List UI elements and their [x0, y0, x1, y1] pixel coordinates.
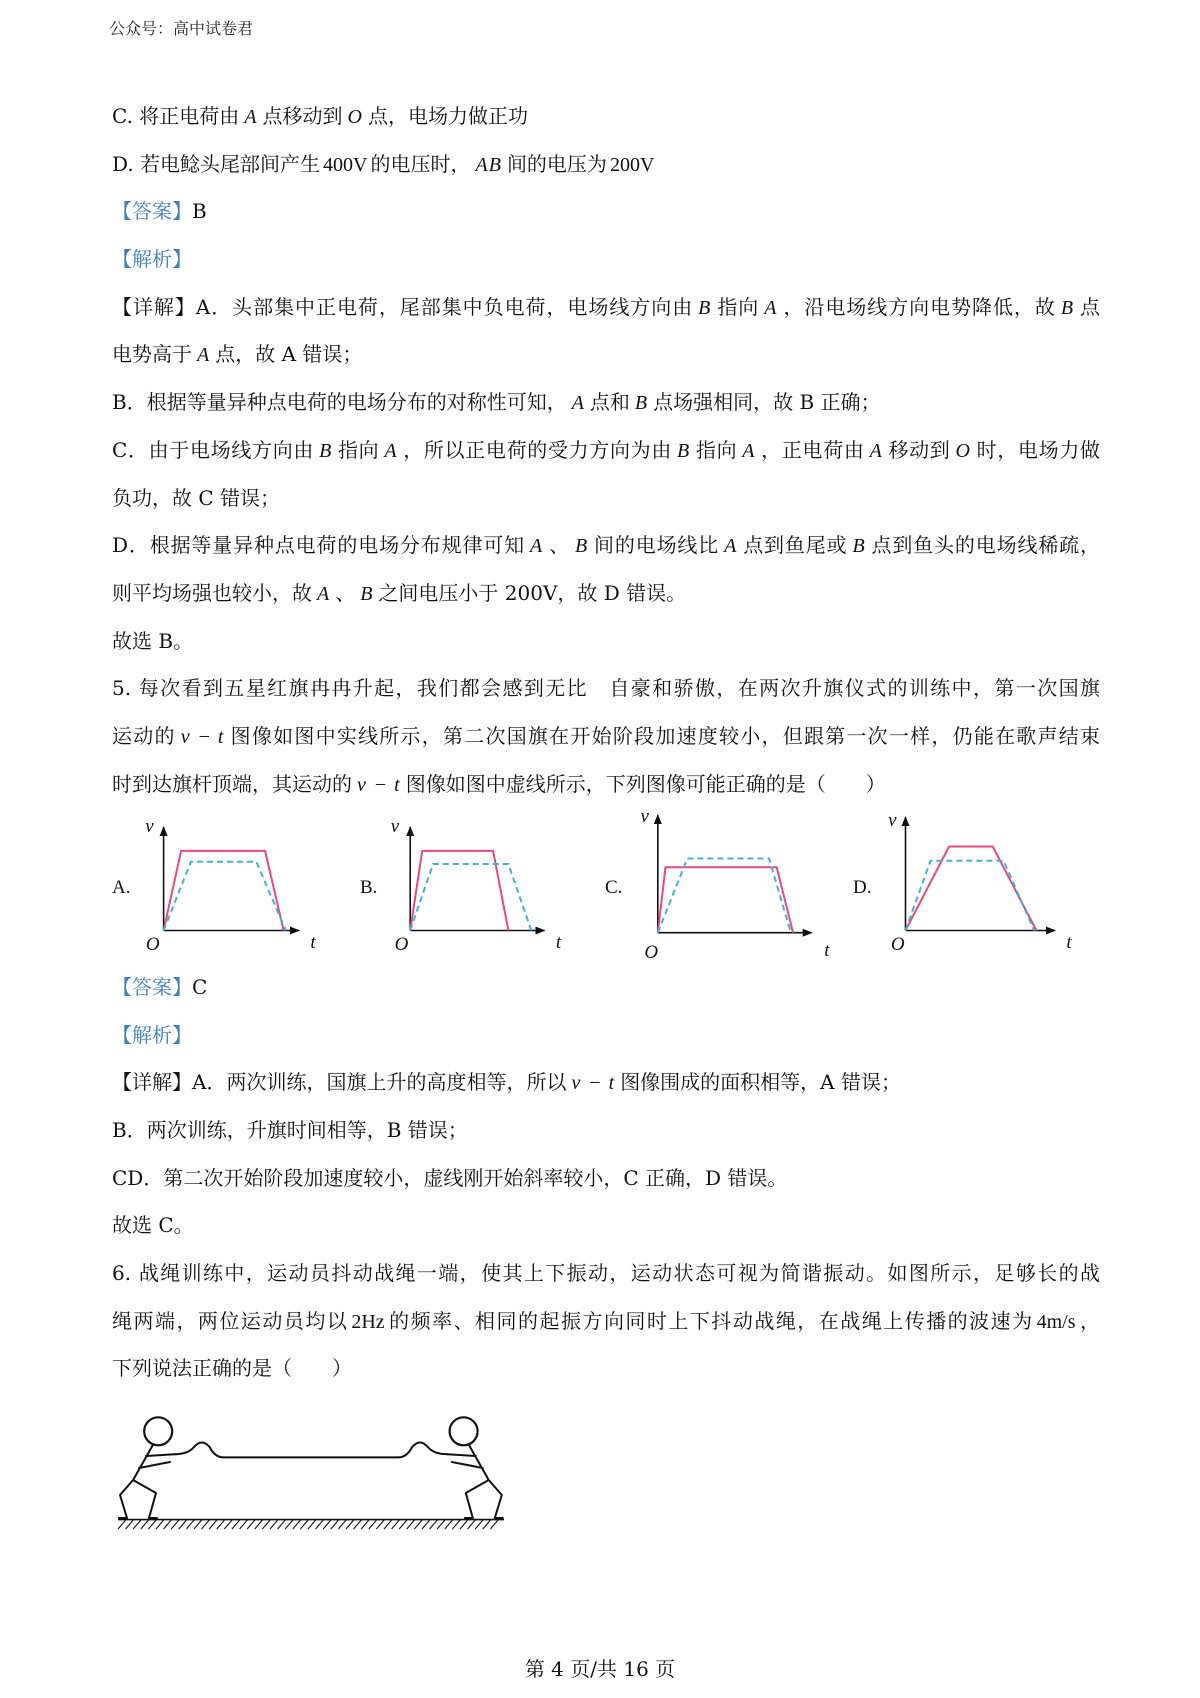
text-run: 指向	[695, 437, 738, 462]
italic-variable: A	[742, 439, 756, 462]
text-run: 运动的	[112, 723, 176, 748]
q4-explanation-line	[112, 379, 1100, 427]
italic-variable: v	[180, 725, 191, 748]
text-run: C	[192, 974, 208, 999]
q5-explanation-line	[112, 1107, 1100, 1155]
text-run: B	[192, 199, 207, 224]
q4-explanation-line	[112, 475, 1100, 523]
q5-conclusion	[112, 1202, 1100, 1250]
q4-explanation-line	[112, 427, 1100, 475]
text-run: 指向	[716, 294, 760, 319]
text-run: 时到达旗杆顶端，其运动的	[112, 771, 352, 796]
text-run: 则平均场强也较小，故	[112, 580, 312, 605]
t-axis-label: t	[824, 940, 830, 962]
text-run: CD．第二次开始阶段加速度较小，虚线刚开始斜率较小，C 正确，D 错误。	[112, 1165, 788, 1190]
page-body	[0, 93, 1200, 1393]
v-axis-arrow	[902, 816, 910, 826]
text-run: C．由于电场线方向由	[112, 437, 315, 462]
dashed-line-second-raising	[906, 861, 1035, 931]
ground-hatching	[118, 1520, 498, 1529]
option-label: B.	[360, 877, 378, 899]
q4-explanation-line	[112, 284, 1100, 332]
right-athlete-head	[450, 1417, 478, 1445]
quantity-value: 400V	[323, 153, 368, 176]
t-axis-label: t	[1066, 932, 1072, 954]
italic-variable: A	[197, 344, 211, 367]
italic-variable: A	[764, 296, 778, 319]
text-run: ，正电荷由	[760, 437, 865, 462]
italic-variable: B	[574, 535, 589, 558]
italic-variable: B	[698, 296, 712, 319]
q5-stem-line	[112, 665, 1100, 713]
text-run: 5. 每次看到五星红旗冉冉升起，我们都会感到无比 自豪和骄傲，在两次升旗仪式的训练中，第一次国旗	[112, 676, 1100, 701]
q5-options-figure	[0, 808, 1200, 964]
text-run: 图像围成的面积相等，A 错误；	[620, 1070, 901, 1095]
italic-variable: A	[869, 439, 883, 462]
option-label: A.	[112, 877, 131, 899]
text-run: 故选 C。	[112, 1213, 194, 1238]
q4-conclusion	[112, 618, 1100, 666]
t-axis-label: t	[310, 932, 316, 954]
v-axis-label: v	[145, 816, 154, 838]
text-run: ，沿电场线方向电势降低，故	[782, 294, 1056, 319]
italic-variable: B	[360, 582, 374, 605]
q6-stem-line	[112, 1250, 1100, 1298]
text-run: 点，故 A 错误；	[215, 342, 363, 367]
italic-variable: B	[319, 439, 333, 462]
italic-variable: B	[1060, 296, 1075, 319]
text-run: 负功，故 C 错误；	[112, 485, 281, 510]
v-axis-label: v	[640, 808, 649, 828]
t-axis-label: t	[555, 932, 562, 954]
q5-explanation-line	[112, 1155, 1100, 1203]
text-run: 间的电场线比	[593, 533, 720, 558]
q5-option-d-graph	[853, 810, 1072, 955]
italic-variable: t	[217, 725, 225, 748]
right-athlete	[447, 1417, 503, 1518]
page-footer: 第 4 页/共 16 页	[524, 1657, 676, 1681]
italic-variable: A	[530, 535, 544, 558]
quantity-value: −	[589, 1072, 601, 1095]
q6-battle-rope-figure	[0, 1405, 600, 1545]
text-run: 点到鱼尾或	[742, 533, 848, 558]
solid-line-first-raising	[164, 851, 284, 931]
text-run: 的电压时，	[370, 151, 471, 176]
text-run: 绳两端，两位运动员均以	[112, 1308, 349, 1333]
q5-option-b-graph	[360, 816, 562, 955]
italic-variable: t	[608, 1072, 616, 1095]
text-run: 【详解】A．两次训练，国旗上升的高度相等，所以	[112, 1070, 567, 1095]
q5-option-a-graph	[112, 816, 316, 955]
text-run: 点	[1079, 294, 1100, 319]
text-run: 、	[335, 580, 356, 605]
text-run: B．两次训练，升旗时间相等，B 错误；	[112, 1118, 468, 1143]
text-run: 点和	[589, 390, 630, 415]
section-label: 【答案】	[112, 974, 192, 999]
q6-stem-line	[112, 1298, 1100, 1346]
option-label: D.	[853, 877, 872, 899]
text-run: D. 若电鲶头尾部间产生	[112, 151, 321, 176]
quantity-value: −	[198, 725, 210, 748]
section-label: 【解析】	[112, 247, 192, 272]
dashed-line-second-raising	[658, 859, 791, 933]
q4-explanation-line	[112, 331, 1100, 379]
q6-stem-line	[112, 1345, 1100, 1393]
text-run: ，	[1078, 1308, 1100, 1333]
text-run: 点到鱼头的电场线稀疏，	[870, 533, 1100, 558]
left-athlete-head	[144, 1417, 172, 1445]
italic-variable: A	[244, 106, 258, 128]
text-run: 图像如图中虚线所示，下列图像可能正确的是（ ）	[405, 771, 886, 796]
q4-analysis-label	[112, 236, 1100, 284]
solid-line-first-raising	[658, 868, 793, 933]
text-run: 移动到	[887, 437, 951, 462]
text-run: 间的电压为	[506, 151, 607, 176]
italic-variable: A	[571, 392, 585, 415]
left-athlete-body	[119, 1445, 175, 1518]
dashed-line-second-raising	[410, 864, 531, 931]
text-run: C. 将正电荷由	[112, 104, 240, 128]
text-run: 之间电压小于 200V，故 D 错误。	[378, 580, 687, 605]
quantity-value: 4m/s	[1036, 1310, 1076, 1333]
text-run: 、	[548, 533, 570, 558]
q4-explanation-line	[112, 522, 1100, 570]
t-axis-arrow	[290, 927, 300, 935]
section-label: 【答案】	[112, 199, 192, 224]
v-axis-arrow	[160, 826, 168, 836]
solid-line-first-raising	[906, 847, 1037, 931]
q5-stem-line	[112, 761, 1100, 809]
t-axis-arrow	[536, 927, 546, 935]
italic-variable: B	[852, 535, 866, 558]
italic-variable: O	[347, 106, 363, 128]
text-run: B．根据等量异种点电荷的电场分布的对称性可知，	[112, 390, 567, 415]
text-run: 时，电场力做	[975, 437, 1100, 462]
q4-explanation-line	[112, 570, 1100, 618]
italic-variable: O	[955, 439, 971, 462]
q4-answer	[112, 188, 1100, 236]
v-axis-label: v	[390, 816, 400, 838]
q5-option-c-graph	[605, 808, 830, 963]
option-label: C.	[605, 877, 623, 899]
t-axis-arrow	[803, 929, 813, 937]
text-run: ，所以正电荷的受力方向为由	[402, 437, 673, 462]
italic-variable: t	[394, 773, 401, 796]
q5-explanation-line	[112, 1059, 1100, 1107]
q5-vt-graphs	[0, 808, 1200, 964]
text-run: 的频率、相同的起振方向同时上下抖动战绳，在战绳上传播的波速为	[387, 1308, 1034, 1333]
origin-label: O	[145, 934, 160, 956]
v-axis-label: v	[888, 810, 897, 832]
q5-answer	[112, 964, 1100, 1012]
text-run: 电势高于	[112, 342, 192, 367]
origin-label: O	[644, 942, 659, 964]
text-run: 点移动到	[262, 104, 343, 128]
q5-analysis-label	[112, 1012, 1100, 1060]
italic-variable: A	[317, 582, 331, 605]
origin-label: O	[890, 934, 905, 956]
q4-option-c	[112, 93, 1100, 141]
page-header: 公众号：高中试卷君	[109, 19, 254, 38]
italic-variable: B	[677, 439, 691, 462]
italic-variable: AB	[475, 153, 502, 176]
italic-variable: B	[634, 392, 649, 415]
text-run: 点，电场力做正功	[367, 104, 528, 128]
text-run: 【详解】A．头部集中正电荷，尾部集中负电荷，电场线方向由	[112, 294, 694, 319]
text-run: 图像如图中实线所示，第二次国旗在开始阶段加速度较小，但跟第一次一样，仍能在歌声结束	[229, 723, 1100, 748]
t-axis-arrow	[1046, 927, 1056, 935]
italic-variable: A	[384, 439, 398, 462]
dashed-line-second-raising	[164, 862, 286, 931]
quantity-value: −	[374, 773, 387, 796]
v-axis-arrow	[654, 814, 662, 824]
text-run: 6. 战绳训练中，运动员抖动战绳一端，使其上下振动，运动状态可视为简谐振动。如图所示，足够长的战	[112, 1261, 1100, 1286]
right-athlete-body	[447, 1445, 503, 1518]
text-run: D．根据等量异种点电荷的电场分布规律可知	[112, 533, 526, 558]
text-run: 指向	[337, 437, 380, 462]
text-run: 故选 B。	[112, 628, 194, 653]
italic-variable: A	[724, 535, 738, 558]
text-run: 下列说法正确的是（ ）	[112, 1356, 352, 1381]
quantity-value: 200V	[609, 153, 655, 176]
battle-rope	[175, 1443, 448, 1458]
q4-option-d	[112, 141, 1100, 189]
origin-label: O	[394, 934, 409, 956]
text-run: 点场强相同，故 B 正确；	[653, 390, 881, 415]
italic-variable: v	[357, 773, 367, 796]
left-athlete	[119, 1417, 175, 1518]
section-label: 【解析】	[112, 1022, 192, 1047]
quantity-value: 2Hz	[351, 1310, 385, 1333]
q5-stem-line	[112, 713, 1100, 761]
italic-variable: v	[571, 1072, 582, 1095]
v-axis-arrow	[406, 826, 414, 836]
